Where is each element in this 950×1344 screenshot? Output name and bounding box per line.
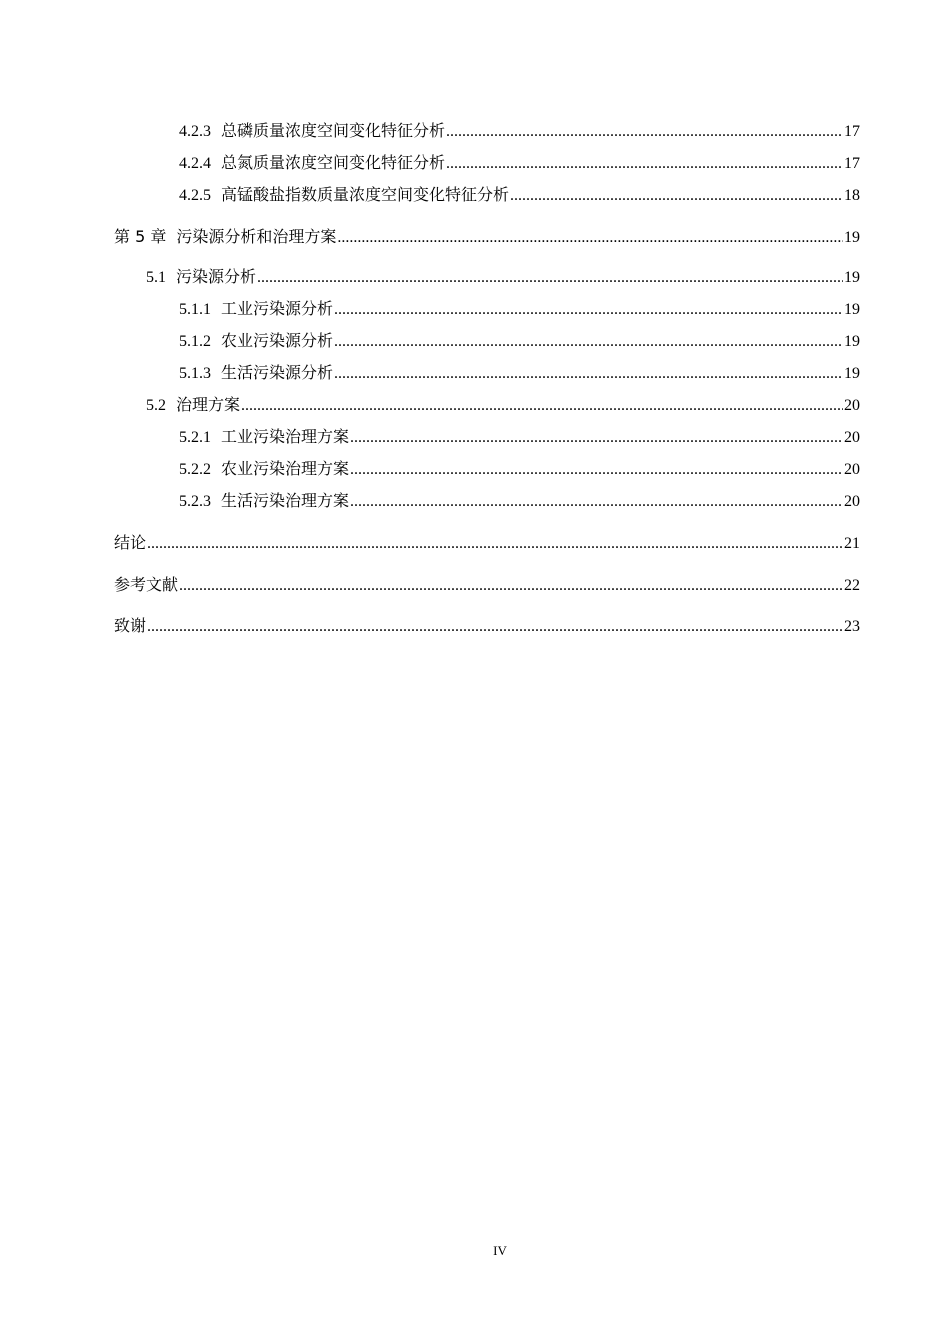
toc-entry-5-2-2[interactable]: [179, 458, 860, 482]
toc-entry-page: 22: [844, 577, 860, 594]
toc-entry-page: 20: [844, 461, 860, 478]
toc-entry-page: 20: [844, 429, 860, 446]
toc-entry-title: 参考文献: [114, 575, 179, 594]
toc-entry-page: 20: [844, 397, 860, 414]
toc-entry-title: 生活污染源分析: [221, 365, 334, 382]
toc-entry-5-1[interactable]: [146, 266, 860, 290]
toc-entry-page: 17: [844, 155, 860, 172]
toc-dot-leader: [241, 394, 843, 418]
toc-entry-number: 5.1: [146, 269, 166, 286]
toc-entry-number: 4.2.4: [179, 155, 211, 172]
toc-entry-title: 污染源分析和治理方案: [176, 227, 337, 246]
toc-entry-number: 5.1.2: [179, 333, 211, 350]
toc-dot-leader: [334, 298, 843, 322]
toc-entry-title: 工业污染治理方案: [221, 429, 350, 446]
toc-entry-number: 5.2.3: [179, 493, 211, 510]
toc-entry-title: 治理方案: [176, 397, 241, 414]
toc-entry-page: 18: [844, 187, 860, 204]
toc-dot-leader: [147, 615, 843, 639]
toc-dot-leader: [257, 266, 843, 290]
toc-dot-leader: [446, 152, 843, 176]
toc-dot-leader: [350, 490, 843, 514]
toc-entry-page: 19: [844, 301, 860, 318]
toc-entry-references[interactable]: [114, 573, 860, 597]
footer-page-number: IV: [493, 1243, 507, 1258]
toc-entry-title: 污染源分析: [176, 269, 257, 286]
toc-entry-number: 5.1.3: [179, 365, 211, 382]
toc-entry-page: 19: [844, 333, 860, 350]
toc-dot-leader: [334, 330, 843, 354]
toc-dot-leader: [179, 574, 843, 598]
toc-dot-leader: [334, 362, 843, 386]
toc-dot-leader: [337, 226, 843, 250]
toc-entry-title: 总磷质量浓度空间变化特征分析: [221, 123, 446, 140]
toc-entry-number: 5.1.1: [179, 301, 211, 318]
toc-entry-page: 19: [844, 269, 860, 286]
toc-entry-number: 第 5 章: [114, 227, 167, 246]
toc-entry-5-1-3[interactable]: [179, 362, 860, 386]
toc-entry-title: 致谢: [114, 616, 147, 635]
toc-dot-leader: [350, 426, 843, 450]
toc-entry-5-2-3[interactable]: [179, 490, 860, 514]
toc-entry-page: 19: [844, 365, 860, 382]
toc-entry-5-1-1[interactable]: [179, 298, 860, 322]
toc-entry-number: 4.2.5: [179, 187, 211, 204]
toc-entry-title: 农业污染源分析: [221, 333, 334, 350]
toc-entry-page: 23: [844, 618, 860, 635]
toc-entry-page: 17: [844, 123, 860, 140]
toc-entry-title: 高锰酸盐指数质量浓度空间变化特征分析: [221, 187, 510, 204]
toc-entry-5-2[interactable]: [146, 394, 860, 418]
toc-entry-number: 5.2.1: [179, 429, 211, 446]
toc-entry-number: 5.2.2: [179, 461, 211, 478]
toc-dot-leader: [350, 458, 843, 482]
toc-entry-4-2-3[interactable]: [179, 120, 860, 144]
toc-entry-title: 生活污染治理方案: [221, 493, 350, 510]
toc-entry-number: 5.2: [146, 397, 166, 414]
toc-entry-conclusion[interactable]: [114, 531, 860, 555]
toc-entry-5-2-1[interactable]: [179, 426, 860, 450]
toc-dot-leader: [446, 120, 843, 144]
toc-entry-title: 农业污染治理方案: [221, 461, 350, 478]
toc-entry-chapter-5[interactable]: [114, 225, 860, 249]
toc-entry-4-2-5[interactable]: [179, 184, 860, 208]
toc-entry-page: 21: [844, 535, 860, 552]
toc-entry-title: 工业污染源分析: [221, 301, 334, 318]
toc-entry-page: 20: [844, 493, 860, 510]
toc-entry-number: 4.2.3: [179, 123, 211, 140]
toc-entry-page: 19: [844, 229, 860, 246]
toc-entry-title: 结论: [114, 533, 147, 552]
toc-entry-4-2-4[interactable]: [179, 152, 860, 176]
toc-entry-acknowledgements[interactable]: [114, 614, 860, 638]
toc-entry-5-1-2[interactable]: [179, 330, 860, 354]
toc-dot-leader: [510, 184, 843, 208]
toc-entry-title: 总氮质量浓度空间变化特征分析: [221, 155, 446, 172]
toc-dot-leader: [147, 532, 843, 556]
